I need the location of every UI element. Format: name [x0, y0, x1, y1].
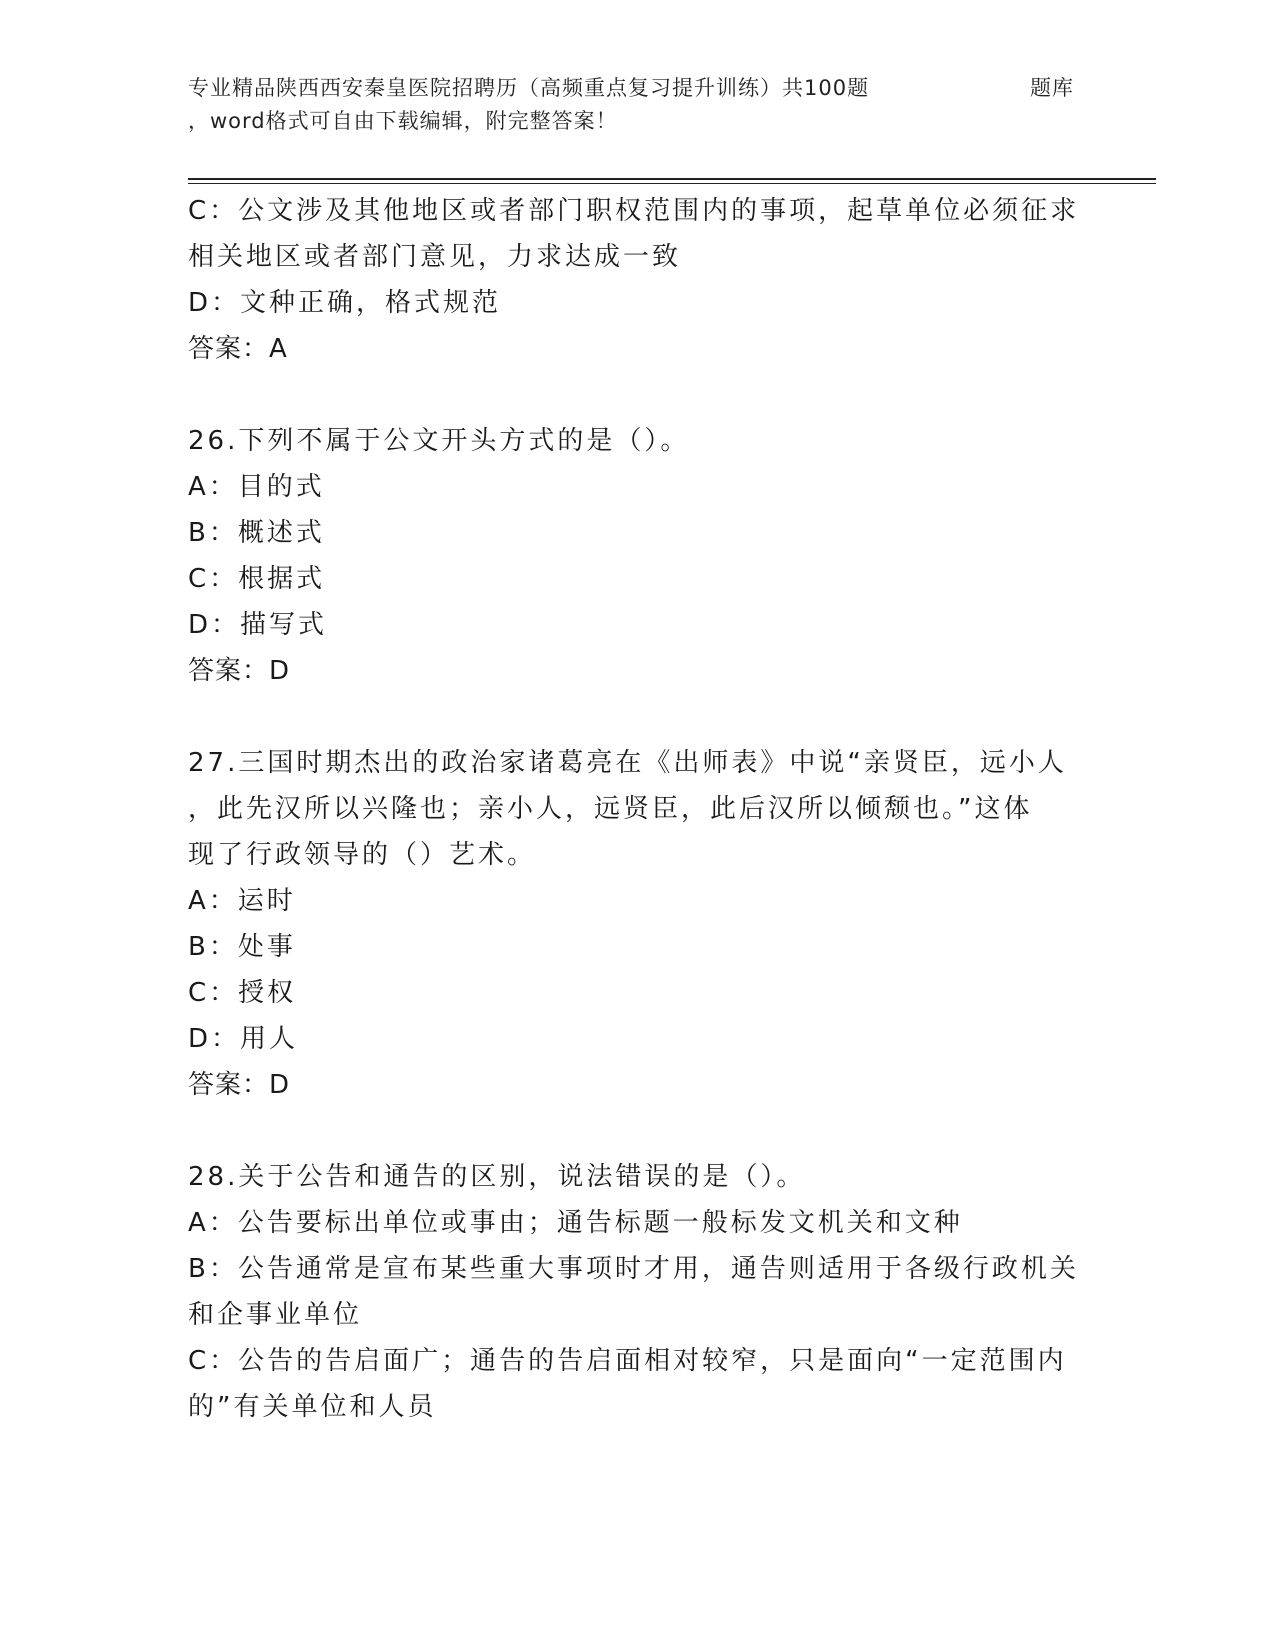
option-c: C：根据式	[188, 564, 326, 594]
option-d: D：用人	[188, 1024, 299, 1054]
question-stem: 27.三国时期杰出的政治家诸葛亮在《出师表》中说“亲贤臣，远小人	[188, 748, 1067, 778]
question-25	[188, 188, 1080, 372]
question-28	[188, 1154, 1080, 1430]
spacer	[188, 1108, 1080, 1154]
option-c-continued: 的”有关单位和人员	[188, 1392, 437, 1422]
question-stem-continued: ，此先汉所以兴隆也；亲小人，远贤臣，此后汉所以倾颓也。”这体	[188, 794, 1033, 824]
question-stem: 26.下列不属于公文开头方式的是（）。	[188, 426, 690, 456]
question-stem: 28.关于公告和通告的区别，说法错误的是（）。	[188, 1162, 806, 1192]
answer: 答案：D	[188, 1070, 291, 1100]
header-tag: 题库	[1030, 76, 1074, 100]
option-a: A：目的式	[188, 472, 325, 502]
header-divider-thin	[188, 183, 1156, 184]
option-c-continued: 相关地区或者部门意见，力求达成一致	[188, 242, 682, 272]
header-subtitle: ，word格式可自由下载编辑，附完整答案！	[188, 109, 618, 133]
option-c: C：公告的告启面广；通告的告启面相对较窄，只是面向“一定范围内	[188, 1346, 1067, 1376]
option-c: C：公文涉及其他地区或者部门职权范围内的事项，起草单位必须征求	[188, 196, 1080, 226]
option-b: B：概述式	[188, 518, 325, 548]
option-a: A：公告要标出单位或事由；通告标题一般标发文机关和文种	[188, 1208, 963, 1238]
question-26	[188, 418, 1080, 694]
option-b: B：公告通常是宣布某些重大事项时才用，通告则适用于各级行政机关	[188, 1254, 1079, 1284]
option-d: D：描写式	[188, 610, 328, 640]
header-divider-thick	[188, 178, 1156, 180]
answer: 答案：A	[188, 334, 288, 364]
option-a: A：运时	[188, 886, 296, 916]
header-title: 专业精品陕西西安秦皇医院招聘历（高频重点复习提升训练）共100题	[188, 76, 870, 100]
option-b-continued: 和企事业单位	[188, 1300, 363, 1330]
answer: 答案：D	[188, 656, 291, 686]
question-stem-continued: 现了行政领导的（）艺术。	[188, 840, 537, 870]
spacer	[188, 694, 1080, 740]
spacer	[188, 372, 1080, 418]
option-c: C：授权	[188, 978, 297, 1008]
header-title-line	[188, 72, 1088, 105]
page-header	[188, 72, 1088, 138]
question-27	[188, 740, 1080, 1108]
question-list	[188, 188, 1080, 1430]
option-b: B：处事	[188, 932, 296, 962]
option-d: D：文种正确，格式规范	[188, 288, 502, 318]
